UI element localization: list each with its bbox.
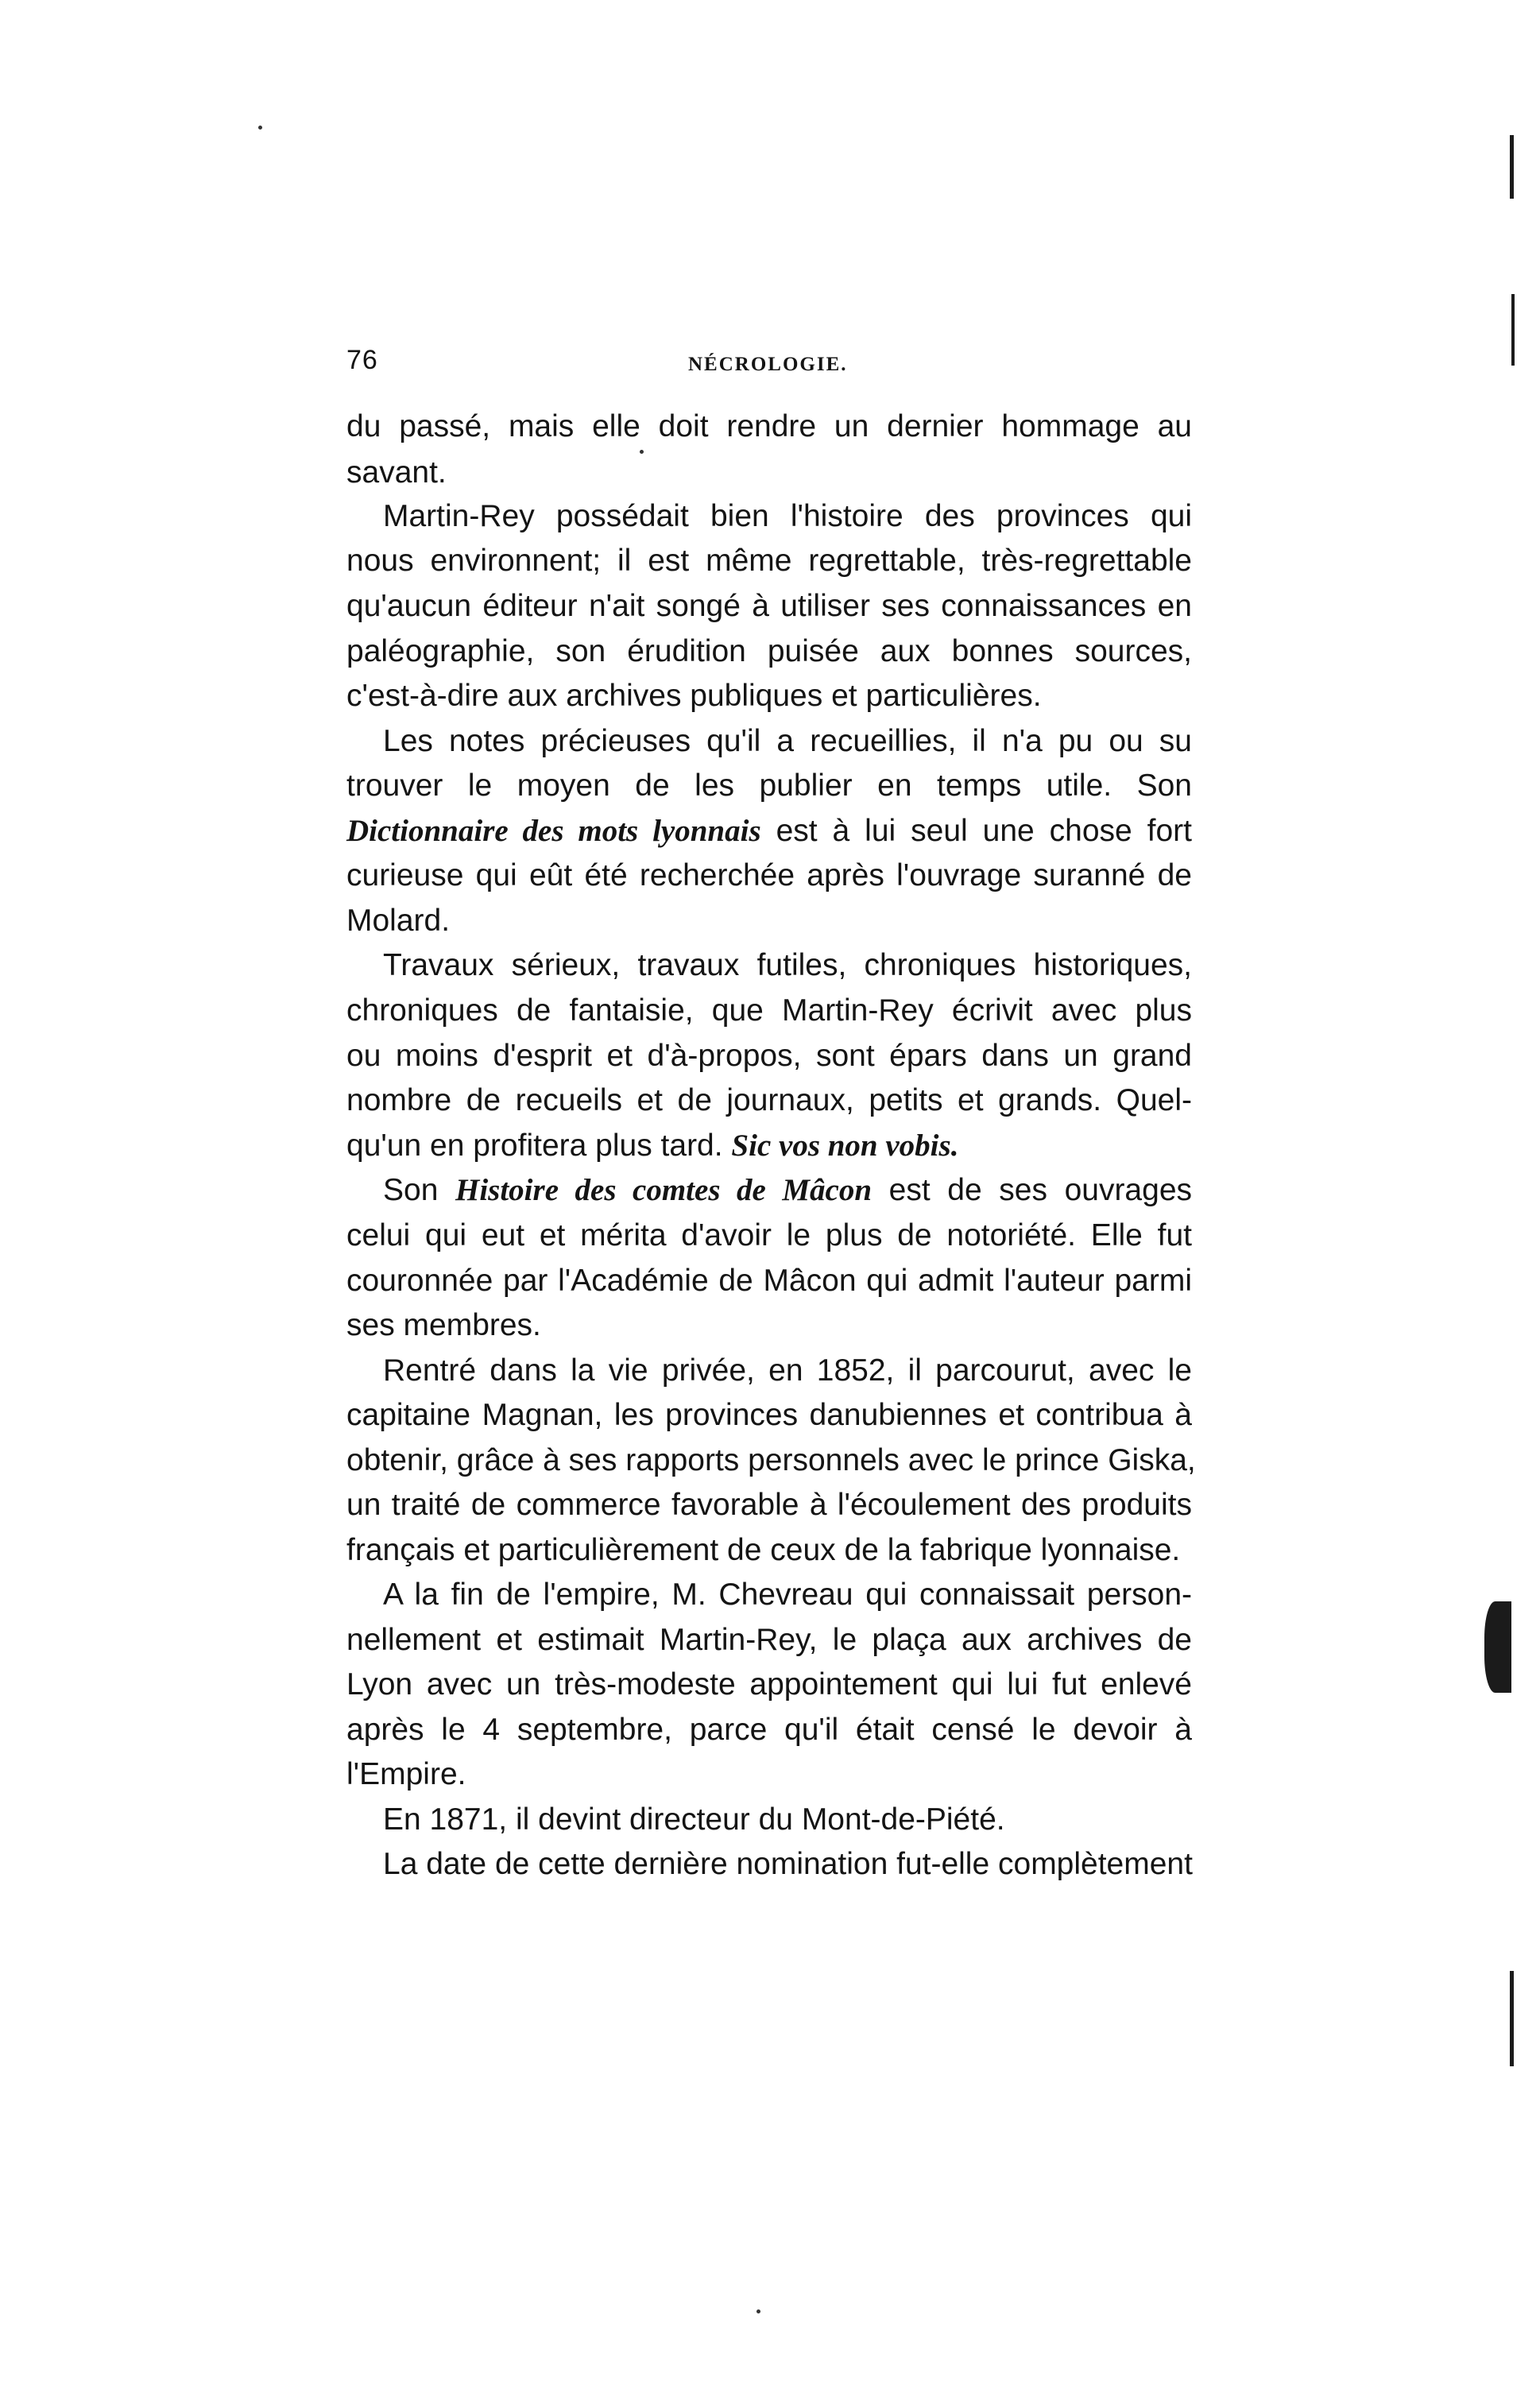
text-line: celui qui eut et mérita d'avoir le plus de notoriété. Elle fut <box>346 1218 1192 1252</box>
scan-speck <box>756 2309 760 2313</box>
paragraph-start-line: Les notes précieuses qu'il a recueillies, il n'a pu ou su <box>383 724 1192 758</box>
text-line: Molard. <box>346 904 451 938</box>
text-line: c'est-à-dire aux archives publiques et particulières. <box>346 679 1042 713</box>
scan-edge-mark <box>1510 1971 1514 2066</box>
text-run: qu'un en profitera plus tard. <box>346 1129 732 1163</box>
paragraph-start-line: La date de cette dernière nomination fut-elle complètement <box>383 1847 1193 1881</box>
text-line: couronnée par l'Académie de Mâcon qui admit l'auteur parmi <box>346 1264 1192 1298</box>
latin-quote: Sic vos non vobis. <box>731 1129 959 1163</box>
text-line: chroniques de fantaisie, que Martin-Rey écrivit avec plus <box>346 993 1192 1028</box>
text-line <box>346 1127 1192 1165</box>
paragraph-start-line: A la fin de l'empire, M. Chevreau qui connaissait person- <box>383 1578 1192 1612</box>
scan-speck <box>258 126 262 130</box>
scan-edge-mark <box>1510 135 1514 199</box>
text-line: Lyon avec un très-modeste appointement qui lui fut enlevé <box>346 1667 1192 1702</box>
text-line: nombre de recueils et de journaux, petits et grands. Quel- <box>346 1083 1192 1117</box>
scan-edge-blot <box>1484 1601 1511 1693</box>
text-run: est de ses ouvrages <box>872 1173 1193 1207</box>
text-line: trouver le moyen de les publier en temps utile. Son <box>346 769 1192 803</box>
scan-speck <box>640 450 644 454</box>
book-title: Dictionnaire des mots lyonnais <box>346 814 761 848</box>
text-line: nellement et estimait Martin-Rey, le plaça aux archives de <box>346 1623 1192 1657</box>
text-line: qu'aucun éditeur n'ait songé à utiliser ses connaissances en <box>346 589 1192 623</box>
paragraph-start-line <box>383 1171 1192 1210</box>
paragraph-start-line: En 1871, il devint directeur du Mont-de-Piété. <box>383 1802 1005 1837</box>
text-line: un traité de commerce favorable à l'écoulement des produits <box>346 1488 1192 1522</box>
text-line: obtenir, grâce à ses rapports personnels avec le prince Giska, <box>346 1443 1196 1477</box>
scan-edge-mark <box>1511 294 1515 366</box>
text-line: l'Empire. <box>346 1757 466 1791</box>
text-line: savant. <box>346 455 447 490</box>
paragraph-start-line: Rentré dans la vie privée, en 1852, il parcourut, avec le <box>383 1353 1192 1388</box>
running-head: NÉCROLOGIE. <box>688 354 848 375</box>
text-line: nous environnent; il est même regrettable, très-regrettable <box>346 544 1192 578</box>
text-line <box>346 812 1192 850</box>
text-line: ses membres. <box>346 1308 541 1342</box>
paragraph-start-line: Martin-Rey possédait bien l'histoire des provinces qui <box>383 499 1192 533</box>
paragraph-start-line: Travaux sérieux, travaux futiles, chroniques historiques, <box>383 948 1192 982</box>
text-run: Son <box>383 1173 455 1207</box>
text-line: après le 4 septembre, parce qu'il était censé le devoir à <box>346 1713 1192 1747</box>
text-line: paléographie, son érudition puisée aux bonnes sources, <box>346 634 1192 668</box>
text-run: est à lui seul une chose fort <box>760 814 1192 848</box>
text-line: ou moins d'esprit et d'à-propos, sont épars dans un grand <box>346 1039 1192 1073</box>
text-line: du passé, mais elle doit rendre un dernier hommage au <box>346 409 1192 443</box>
page-number: 76 <box>346 345 378 375</box>
book-title: Histoire des comtes de Mâcon <box>455 1173 873 1207</box>
text-line: curieuse qui eût été recherchée après l'ouvrage suranné de <box>346 858 1192 892</box>
text-line: capitaine Magnan, les provinces danubiennes et contribua à <box>346 1398 1192 1432</box>
text-line: français et particulièrement de ceux de la fabrique lyonnaise. <box>346 1533 1181 1567</box>
